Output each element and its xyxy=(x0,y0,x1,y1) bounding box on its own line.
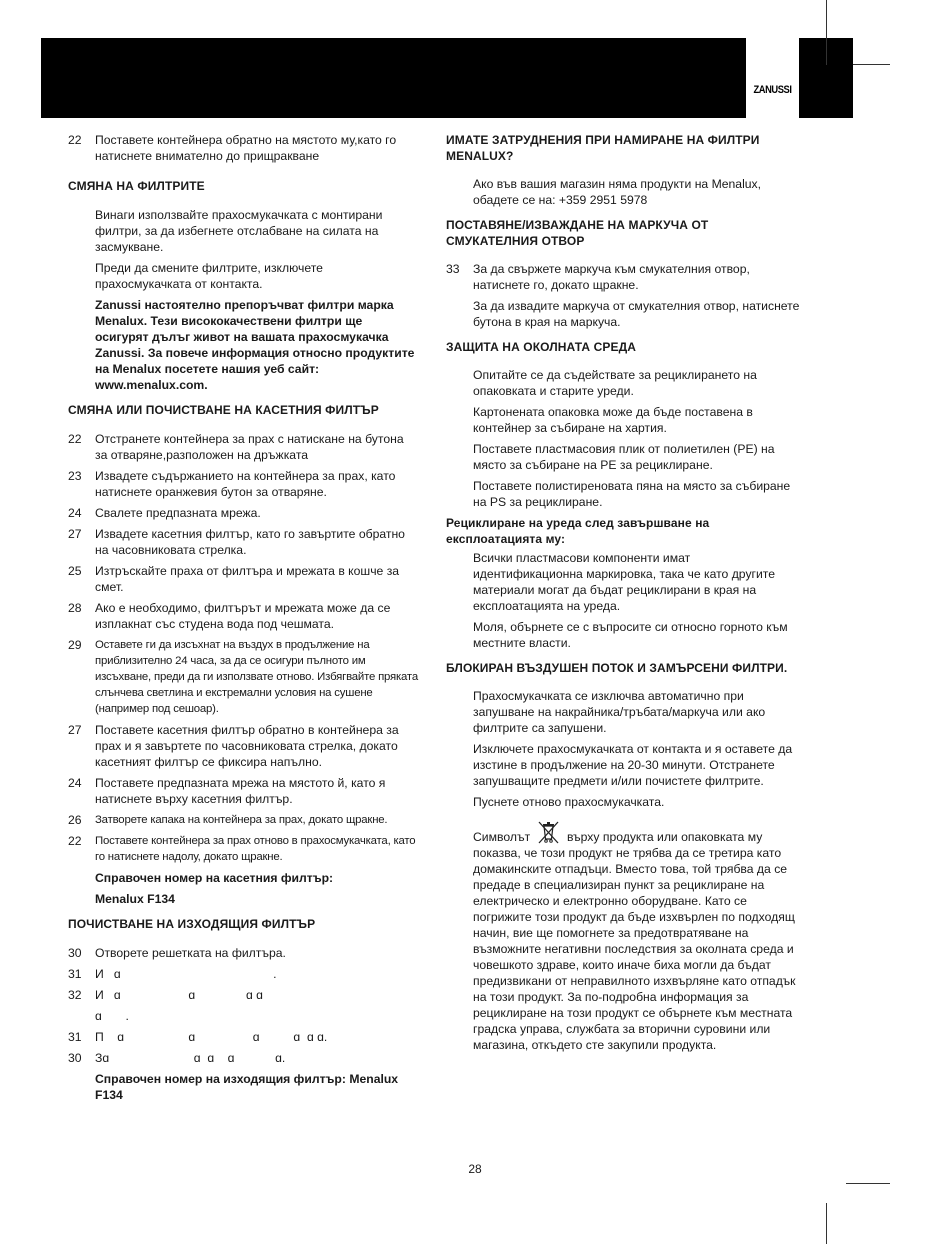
step-text: Отстранете контейнера за прах с натискане на бутона за отваряне,разположен на дръжката xyxy=(95,432,408,462)
step-number: 27 xyxy=(68,723,82,737)
section-heading: БЛОКИРАН ВЪЗДУШЕН ПОТОК И ЗАМЪРСЕНИ ФИЛТРИ. xyxy=(446,661,788,675)
filter-ref: Справочен номер на изходящия филтър: Menalux F134 xyxy=(95,1072,399,1102)
section-heading: СМЯНА НА ФИЛТРИТЕ xyxy=(68,179,205,193)
step-number: 31 xyxy=(68,967,82,981)
step-number: 26 xyxy=(68,813,82,827)
right-column xyxy=(446,132,801,1058)
zanussi-logo: ZANUSSI xyxy=(753,84,792,96)
step-number: 22 xyxy=(68,834,82,848)
crop-mark xyxy=(846,1183,890,1184)
step-number: 22 xyxy=(68,432,82,446)
paragraph: Картонената опаковка може да бъде поставена в контейнер за събиране на хартия. xyxy=(473,405,753,435)
list-item xyxy=(68,505,418,521)
step-number: 27 xyxy=(68,527,82,541)
crop-mark xyxy=(826,0,827,65)
list-item xyxy=(68,812,418,828)
paragraph: Преди да смените филтрите, изключете прахосмукачката от контакта. xyxy=(95,261,323,291)
step-number: 22 xyxy=(68,133,82,147)
weee-lead: Символът xyxy=(473,830,531,844)
step-text: Ако е необходимо, филтърът и мрежата може да се изплакнат със студена вода под чешмата. xyxy=(95,601,394,631)
step-number: 30 xyxy=(68,946,82,960)
step-number: 32 xyxy=(68,988,82,1002)
section-heading: ПОСТАВЯНЕ/ИЗВАЖДАНЕ НА МАРКУЧА ОТ СМУКАТЕЛНИЯ ОТВОР xyxy=(446,218,709,248)
filter-ref-label: Справочен номер на касетния филтър: xyxy=(95,871,334,885)
weee-text: върху продукта или опаковката му показва, че този продукт не трябва да се третира като домакинските отпадъци. Вместо това, той трябва да се предаде в специализиран пункт за рециклиране на електрическо и електронно оборудване. Като се погрижите този продукт да бъде изхвърлен по подходящ начин, вие ще помогнете за предотвратяване на възможните негативни последствия за околната среда и човешкото здраве, които иначе биха могли да бъдат предизвикани от неправилното изхвърляне като отпадък на този продукт. За по-подробна информация за рециклиране на този продукт се обърнете към местната градска управа, службата за вторични суровини или магазина, откъдето сте закупили продукта. xyxy=(473,830,796,1052)
list-item xyxy=(68,600,418,632)
paragraph: За да извадите маркуча от смукателния отвор, натиснете бутона в края на маркуча. xyxy=(473,299,800,329)
step-text: За да свържете маркуча към смукателния отвор, натиснете го, докато щракне. xyxy=(473,262,750,292)
list-item xyxy=(68,966,418,982)
list-item xyxy=(68,563,418,595)
step-text: Поставете предпазната мрежа на мястото й, като я натиснете върху касетния филтър. xyxy=(95,776,389,806)
header-bar xyxy=(41,38,853,118)
paragraph: Прахосмукачката се изключва автоматично при запушване на накрайника/тръбата/маркуча или ако филтрите са запушени. xyxy=(473,689,766,735)
weee-paragraph xyxy=(473,819,801,1053)
section-heading: ПОЧИСТВАНЕ НА ИЗХОДЯЩИЯ ФИЛТЪР xyxy=(68,917,316,931)
step-list xyxy=(68,431,421,865)
list-item xyxy=(68,833,418,865)
list-item xyxy=(446,261,801,293)
left-column xyxy=(68,132,421,1112)
step-text: Извадете касетния филтър, като го завъртите обратно на часовниковата стрелка. xyxy=(95,527,409,557)
step-number: 23 xyxy=(68,469,82,483)
step-list xyxy=(68,945,418,1066)
step-number: 28 xyxy=(68,601,82,615)
step-number: 24 xyxy=(68,776,82,790)
crossed-bin-icon xyxy=(536,819,562,845)
paragraph: Пуснете отново прахосмукачката. xyxy=(473,795,665,809)
step-number: 24 xyxy=(68,506,82,520)
step-text: И ɑ . xyxy=(95,967,277,981)
list-item xyxy=(68,1008,418,1024)
step-text: Отворете решетката на филтъра. xyxy=(95,946,286,960)
step-text: Изтръскайте праха от филтъра и мрежата в кошче за смет. xyxy=(95,564,403,594)
brand-box xyxy=(746,38,799,118)
step-number: 25 xyxy=(68,564,82,578)
list-item xyxy=(68,1029,418,1045)
step-text: Поставете касетния филтър обратно в контейнера за прах и я завъртете по часовниковата стрелка, докато касетният филтър се фиксира напълно. xyxy=(95,723,403,769)
step-number xyxy=(68,1008,95,1024)
step-number: 31 xyxy=(68,1030,82,1044)
list-item xyxy=(68,775,418,807)
list-item xyxy=(68,132,418,164)
step-text: Поставете контейнера за прах отново в прахосмукачката, като го натиснете надолу, докато щракне. xyxy=(95,835,419,863)
paragraph: Опитайте се да съдействате за рециклирането на опаковката и старите уреди. xyxy=(473,368,757,398)
step-text: И ɑ ɑ ɑ ɑ xyxy=(95,988,263,1002)
paragraph: Поставете полистиреновата пяна на място за събиране на PS за рециклиране. xyxy=(473,479,791,509)
filter-ref-number: Menalux F134 xyxy=(95,892,175,906)
step-text: Свалете предпазната мрежа. xyxy=(95,506,261,520)
bold-paragraph: Zanussi настоятелно препоръчват филтри марка Menalux. Тези висококачествени филтри ще осигурят дълъг живот на вашата прахосмукачка Zanussi. За повече информация относно продуктите на Menalux посетете нашия уеб сайт: www.menalux.com. xyxy=(95,298,415,392)
list-item xyxy=(68,945,418,961)
list-item xyxy=(68,1050,418,1066)
paragraph: Поставете пластмасовия плик от полиетилен (PE) на място за събиране на PE за рециклиране. xyxy=(473,442,775,472)
list-item xyxy=(68,637,421,717)
paragraph: Винаги използвайте прахосмукачката с монтирани филтри, за да избегнете отслабване на силата на засмукване. xyxy=(95,208,383,254)
list-item xyxy=(68,468,418,500)
paragraph: Моля, обърнете се с въпросите си относно горното към местните власти. xyxy=(473,620,788,650)
step-number: 29 xyxy=(68,638,82,652)
step-text: Оставете ги да изсъхнат на въздух в продължение на приблизително 24 часа, за да се осигури пълното им изсъхване, преди да ги използвате отново. Избягвайте пряката слънчева светлина и екстремални условия на сушене (например под сешоар). xyxy=(95,639,421,715)
step-number: 33 xyxy=(446,262,460,276)
step-text: Затворете капака на контейнера за прах, докато щракне. xyxy=(95,814,388,826)
section-heading: СМЯНА ИЛИ ПОЧИСТВАНЕ НА КАСЕТНИЯ ФИЛТЪР xyxy=(68,403,379,417)
step-number: 30 xyxy=(68,1051,82,1065)
step-text: ɑ . xyxy=(95,1009,129,1023)
page-number: 28 xyxy=(468,1162,482,1176)
crop-mark xyxy=(853,64,890,65)
paragraph: Всички пластмасови компоненти имат идентификационна маркировка, така че като другите материали могат да бъдат рециклирани в края на експлоатацията на уреда. xyxy=(473,551,776,613)
step-text: Зɑ ɑ ɑ ɑ ɑ. xyxy=(95,1051,286,1065)
section-heading: ЗАЩИТА НА ОКОЛНАТА СРЕДА xyxy=(446,340,636,354)
step-text: Поставете контейнера обратно на мястото му,като го натиснете внимателно до прищракване xyxy=(95,133,397,163)
list-item xyxy=(68,526,418,558)
list-item xyxy=(68,987,418,1003)
list-item xyxy=(68,722,418,770)
crop-mark xyxy=(826,1203,827,1244)
list-item xyxy=(68,431,418,463)
step-text: П ɑ ɑ ɑ ɑ ɑ ɑ. xyxy=(95,1030,328,1044)
step-text: Извадете съдържанието на контейнера за прах, като натиснете оранжевия бутон за отваряне. xyxy=(95,469,399,499)
section-heading: Рециклиране на уреда след завършване на експлоатацията му: xyxy=(446,516,710,546)
paragraph: Ако във вашия магазин няма продукти на Menalux, обадете се на: +359 2951 5978 xyxy=(473,177,762,207)
paragraph: Изключете прахосмукачката от контакта и я оставете да изстине в продължение на 20-30 минути. Отстранете запушващите предмети и/или почистете филтрите. xyxy=(473,742,793,788)
section-heading: ИМАТЕ ЗАТРУДНЕНИЯ ПРИ НАМИРАНЕ НА ФИЛТРИ MENALUX? xyxy=(446,133,760,163)
